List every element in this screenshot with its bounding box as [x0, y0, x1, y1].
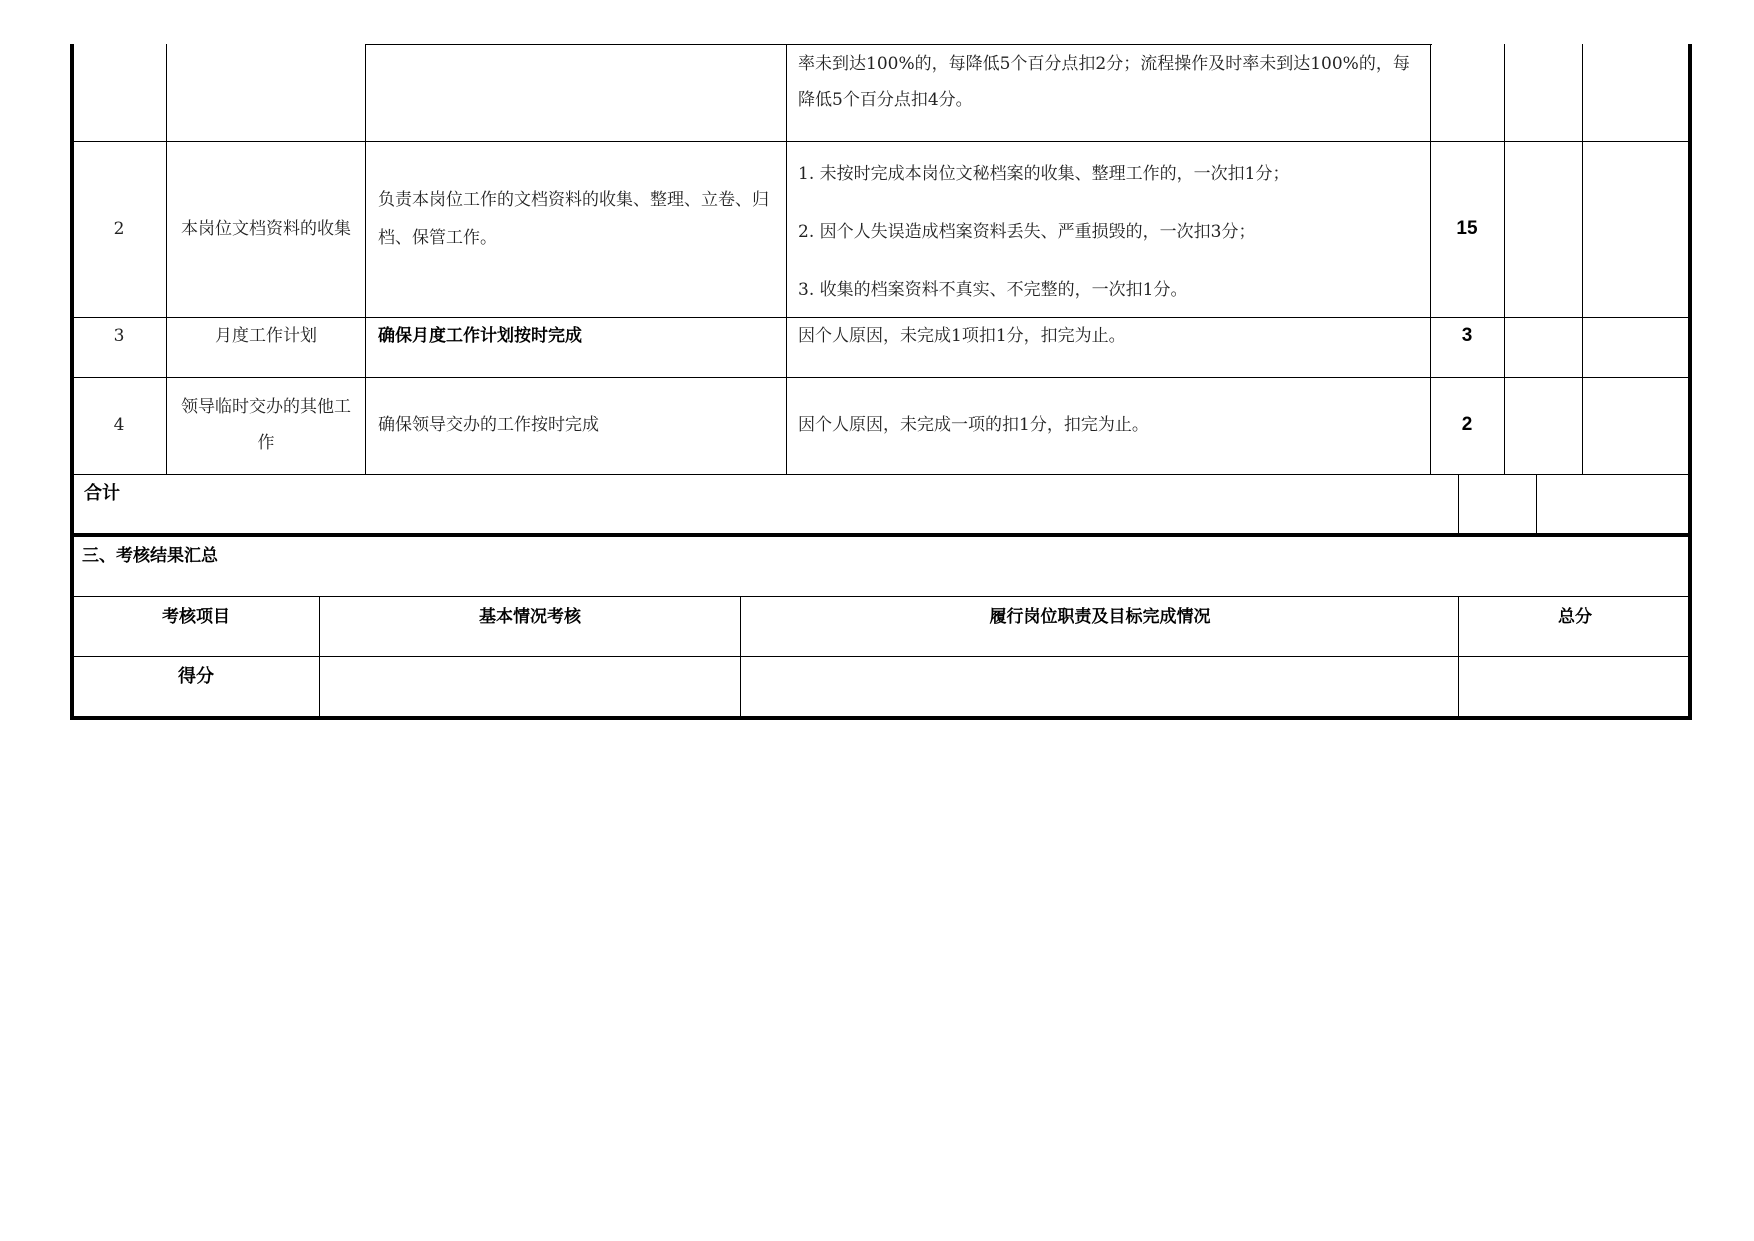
row-number: 3 [113, 326, 125, 346]
summary-header-duties: 履行岗位职责及目标完成情况 [989, 607, 1211, 627]
criteria-text: 2. 因个人失误造成档案资料丢失、严重损毁的，一次扣3分； [798, 222, 1256, 242]
row-number: 4 [113, 415, 125, 435]
row-number: 2 [113, 219, 125, 239]
assessment-item: 月度工作计划 [215, 326, 317, 346]
summary-header-total: 总分 [1558, 607, 1592, 627]
assessment-item: 领导临时交办的其他工作 [181, 397, 351, 453]
criteria-text: 率未到达100%的，每降低5个百分点扣2分；流程操作及时率未到达100%的，每降低5个百分点扣4分。 [798, 54, 1410, 110]
score-label: 得分 [178, 666, 214, 687]
summary-heading: 三、考核结果汇总 [82, 546, 218, 566]
assessment-item: 本岗位文档资料的收集 [181, 219, 351, 239]
score-value: 2 [1461, 414, 1473, 435]
assessment-content: 确保领导交办的工作按时完成 [378, 415, 599, 435]
assessment-content: 负责本岗位工作的文档资料的收集、整理、立卷、归档、保管工作。 [378, 190, 769, 248]
score-value: 3 [1461, 325, 1473, 346]
criteria-text: 因个人原因，未完成一项的扣1分，扣完为止。 [798, 415, 1149, 435]
score-value: 15 [1456, 218, 1478, 239]
summary-header-basic: 基本情况考核 [479, 607, 581, 627]
criteria-text: 1. 未按时完成本岗位文秘档案的收集、整理工作的，一次扣1分； [798, 164, 1290, 184]
criteria-text: 因个人原因，未完成1项扣1分，扣完为止。 [798, 326, 1126, 346]
summary-header-item: 考核项目 [162, 607, 230, 627]
assessment-content: 确保月度工作计划按时完成 [378, 326, 582, 346]
total-label: 合计 [84, 483, 120, 504]
criteria-text: 3. 收集的档案资料不真实、不完整的，一次扣1分。 [798, 280, 1188, 300]
